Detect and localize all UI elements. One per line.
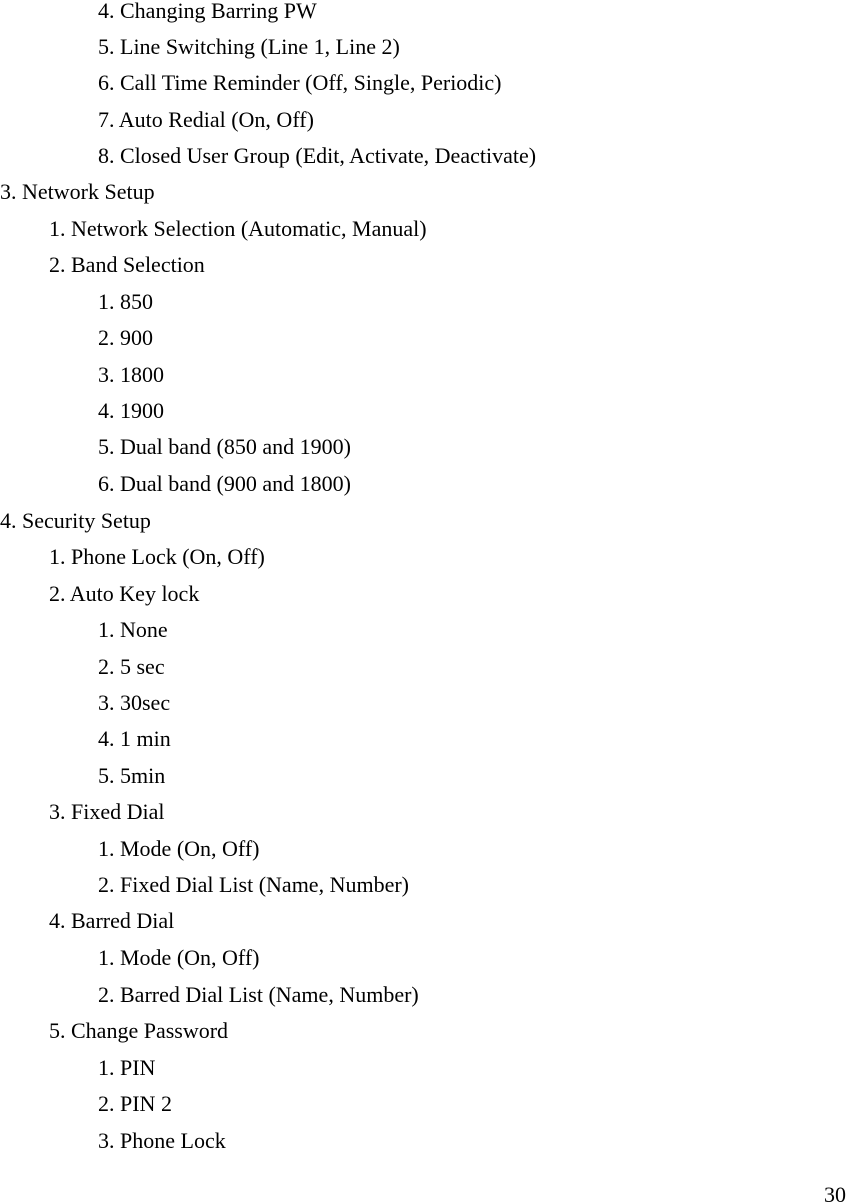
band-option-1800: 3. 1800 bbox=[98, 362, 164, 387]
menu-item-changing-barring-pw: 4. Changing Barring PW bbox=[98, 0, 317, 23]
menu-item-network-selection: 1. Network Selection (Automatic, Manual) bbox=[49, 216, 427, 241]
menu-item-auto-redial: 7. Auto Redial (On, Off) bbox=[98, 107, 314, 132]
barred-dial-mode: 1. Mode (On, Off) bbox=[98, 945, 260, 970]
menu-item-call-time-reminder: 6. Call Time Reminder (Off, Single, Periodic) bbox=[98, 70, 502, 95]
key-lock-option-1-min: 4. 1 min bbox=[98, 726, 171, 751]
key-lock-option-5min: 5. 5min bbox=[98, 763, 166, 788]
band-option-900: 2. 900 bbox=[98, 325, 153, 350]
band-option-850: 1. 850 bbox=[98, 289, 153, 314]
fixed-dial-mode: 1. Mode (On, Off) bbox=[98, 836, 260, 861]
section-security-setup: 4. Security Setup bbox=[0, 508, 151, 533]
band-option-1900: 4. 1900 bbox=[98, 398, 164, 423]
barred-dial-list: 2. Barred Dial List (Name, Number) bbox=[98, 982, 419, 1007]
menu-item-auto-key-lock: 2. Auto Key lock bbox=[49, 581, 200, 606]
key-lock-option-none: 1. None bbox=[98, 617, 168, 642]
key-lock-option-30sec: 3. 30sec bbox=[98, 690, 171, 715]
password-option-pin: 1. PIN bbox=[98, 1055, 156, 1080]
menu-item-barred-dial: 4. Barred Dial bbox=[49, 908, 175, 933]
password-option-phone-lock: 3. Phone Lock bbox=[98, 1128, 226, 1153]
menu-item-closed-user-group: 8. Closed User Group (Edit, Activate, Deactivate) bbox=[98, 143, 537, 168]
menu-item-line-switching: 5. Line Switching (Line 1, Line 2) bbox=[98, 34, 400, 59]
menu-item-fixed-dial: 3. Fixed Dial bbox=[49, 799, 165, 824]
fixed-dial-list: 2. Fixed Dial List (Name, Number) bbox=[98, 872, 409, 897]
section-network-setup: 3. Network Setup bbox=[0, 179, 155, 204]
band-option-dual-900-1800: 6. Dual band (900 and 1800) bbox=[98, 471, 351, 496]
menu-item-phone-lock: 1. Phone Lock (On, Off) bbox=[49, 544, 265, 569]
password-option-pin-2: 2. PIN 2 bbox=[98, 1091, 172, 1116]
menu-item-band-selection: 2. Band Selection bbox=[49, 252, 205, 277]
band-option-dual-850-1900: 5. Dual band (850 and 1900) bbox=[98, 434, 351, 459]
key-lock-option-5-sec: 2. 5 sec bbox=[98, 654, 165, 679]
page-number: 30 bbox=[824, 1182, 846, 1204]
menu-item-change-password: 5. Change Password bbox=[49, 1018, 229, 1043]
